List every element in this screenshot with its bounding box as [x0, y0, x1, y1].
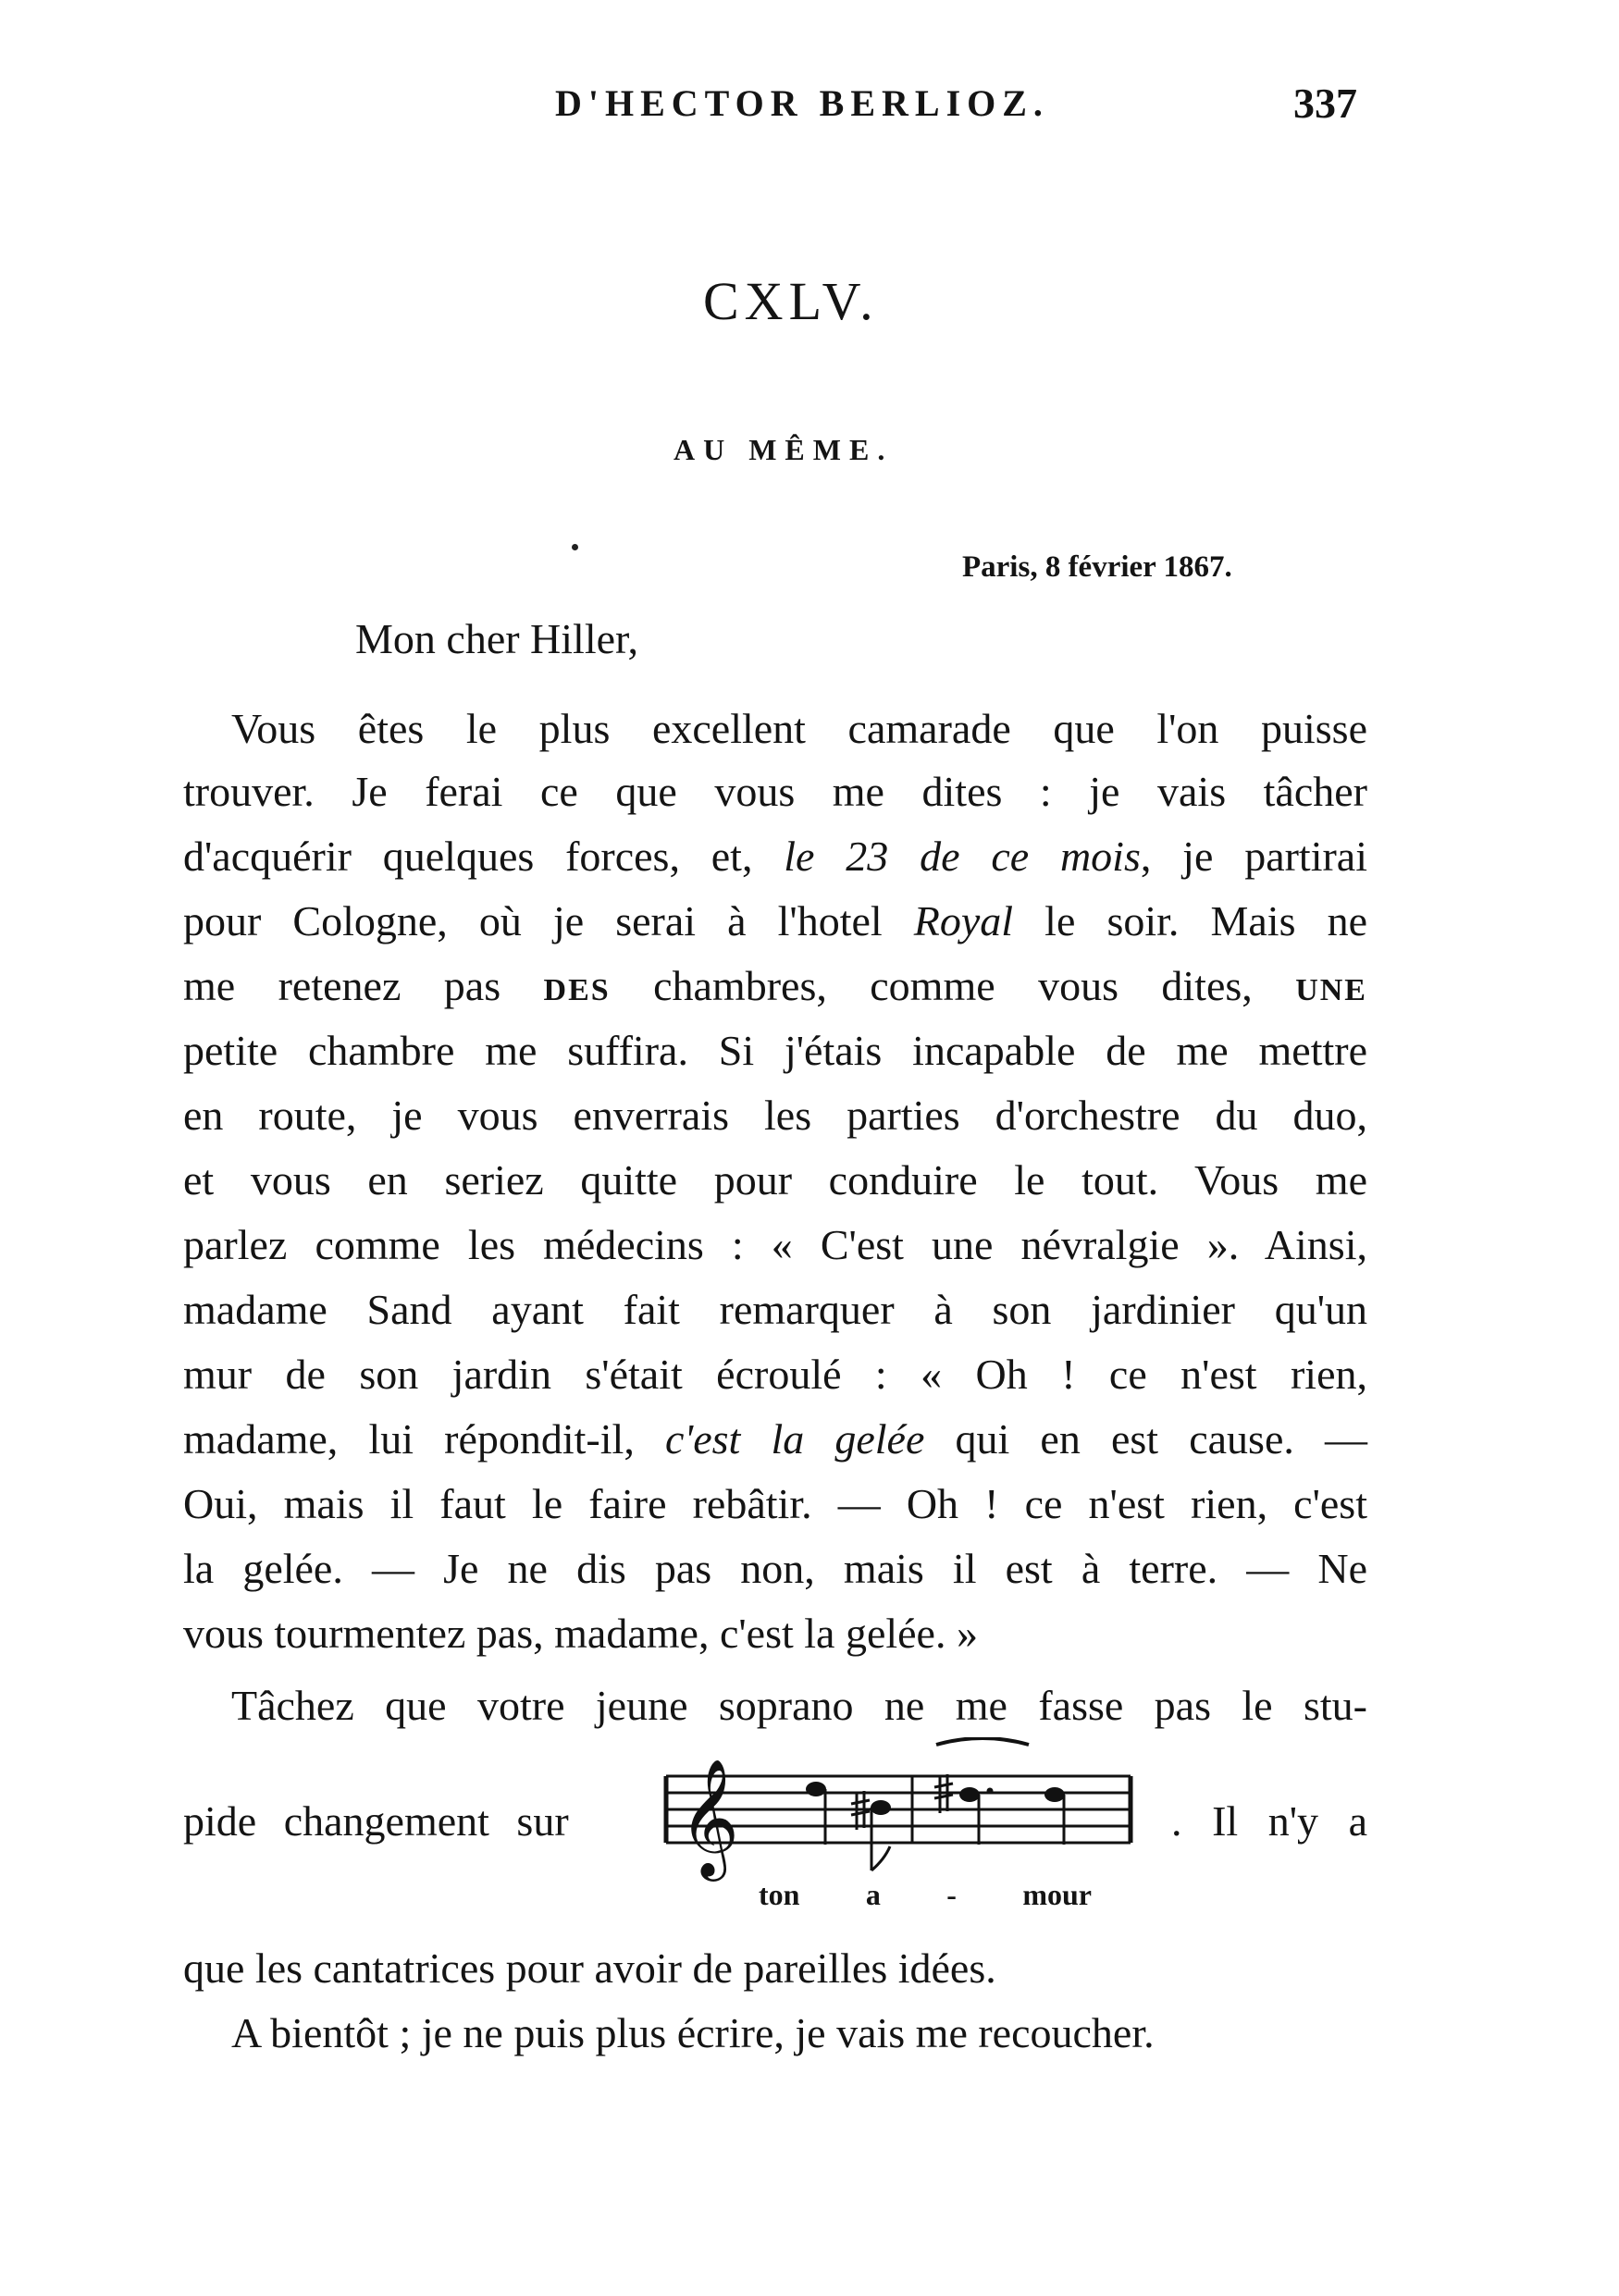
letter-numeral: CXLV. [703, 271, 879, 331]
body-line: . Il n'y a [1171, 1797, 1367, 1845]
letter-recipient: AU MÊME. [674, 433, 894, 466]
body-text: chambres, comme vous dites, [610, 962, 1296, 1009]
body-text: madame, lui répondit-il, [183, 1415, 665, 1463]
treble-clef-icon: 𝄞 [679, 1758, 740, 1876]
body-line: Tâchez que votre jeune soprano ne me fasse pas le stu- [231, 1682, 1367, 1729]
body-text: , je partirai [1140, 833, 1367, 880]
body-line: parlez comme les médecins : « C'est une névralgie ». Ainsi, [183, 1221, 1367, 1268]
body-text: le soir. Mais ne [1013, 897, 1367, 944]
letter-salutation: Mon cher Hiller, [355, 615, 639, 662]
body-text: pour Cologne, où je serai à l'hotel [183, 897, 914, 944]
italic-text: Royal [913, 897, 1014, 944]
italic-text: le 23 de ce mois [784, 833, 1141, 880]
body-line: A bientôt ; je ne puis plus écrire, je vais me recoucher. [231, 2009, 1155, 2056]
dotted-note [959, 1787, 994, 1845]
body-line: Oui, mais il faut le faire rebâtir. — Oh ! ce n'est rien, c'est [183, 1480, 1367, 1527]
page-number: 337 [1293, 80, 1357, 127]
body-line [183, 894, 1367, 949]
body-line: et vous en seriez quitte pour conduire le tout. Vous me [183, 1156, 1367, 1204]
small-caps-text: UNE [1295, 973, 1367, 1007]
body-text: qui en est cause. — [924, 1415, 1368, 1463]
lyric-syllable: ton [759, 1878, 800, 1911]
note [1044, 1787, 1065, 1845]
small-caps-text: DES [543, 973, 611, 1007]
ink-speck [572, 544, 578, 550]
note [806, 1782, 826, 1845]
italic-text: c'est la gelée [664, 1415, 925, 1463]
music-lyrics [759, 1878, 1092, 1912]
slur [936, 1738, 1029, 1745]
body-line: que les cantatrices pour avoir de pareilles idées. [183, 1944, 996, 1992]
body-line: madame Sand ayant fait remarquer à son jardinier qu'un [183, 1286, 1367, 1333]
body-line: Vous êtes le plus excellent camarade que l'on puisse [231, 705, 1367, 752]
body-line: vous tourmentez pas, madame, c'est la gelée. » [183, 1610, 978, 1657]
body-text: d'acquérir quelques forces, et, [183, 833, 785, 880]
body-line: en route, je vous enverrais les parties d'orchestre du duo, [183, 1092, 1367, 1139]
body-line: trouver. Je ferai ce que vous me dites : je vais tâcher [183, 768, 1367, 815]
body-line: petite chambre me suffira. Si j'étais incapable de me mettre [183, 1027, 1367, 1074]
body-text: me retenez pas [183, 962, 544, 1009]
body-line: la gelée. — Je ne dis pas non, mais il est à terre. — Ne [183, 1545, 1367, 1592]
body-line: mur de son jardin s'était écroulé : « Oh ! ce n'est rien, [183, 1351, 1367, 1398]
letter-dateline: Paris, 8 février 1867. [962, 550, 1232, 584]
note [871, 1800, 891, 1870]
body-line [183, 829, 1367, 884]
body-line: pide changement sur [183, 1797, 569, 1845]
body-line [183, 1412, 1367, 1467]
body-line [183, 958, 1367, 1014]
lyric-syllable: mour [1022, 1878, 1092, 1911]
lyric-syllable: a [865, 1878, 881, 1911]
running-head: D'HECTOR BERLIOZ. [555, 82, 1049, 124]
lyric-syllable: - [946, 1878, 957, 1911]
